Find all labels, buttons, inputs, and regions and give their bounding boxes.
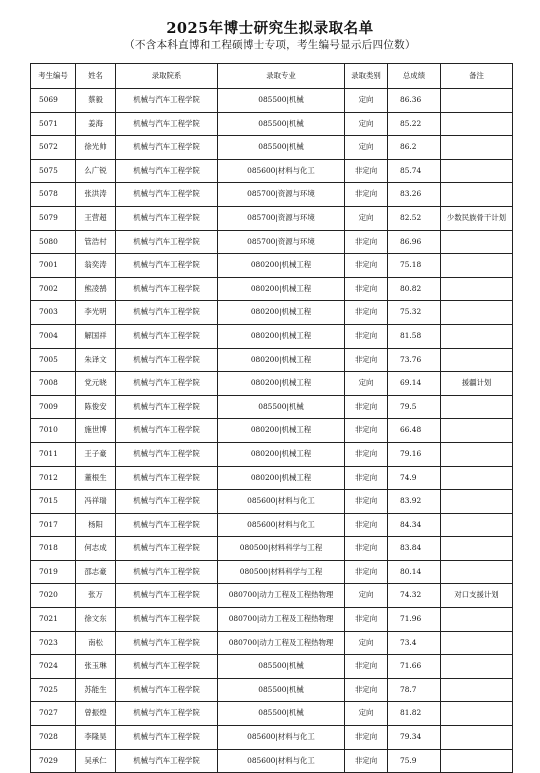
cell-remark <box>441 324 513 348</box>
cell-college: 机械与汽车工程学院 <box>116 254 218 278</box>
cell-major: 080200|机械工程 <box>218 277 345 301</box>
cell-remark <box>441 513 513 537</box>
cell-category: 定向 <box>345 372 388 396</box>
table-row <box>31 372 513 396</box>
cell-score: 81.82 <box>388 702 441 726</box>
cell-candidate-id: 7028 <box>31 726 76 750</box>
cell-candidate-id: 7012 <box>31 466 76 490</box>
cell-score: 85.22 <box>388 112 441 136</box>
cell-category: 定向 <box>345 89 388 113</box>
table-body <box>31 89 513 773</box>
cell-remark: 少数民族骨干计划 <box>441 206 513 230</box>
cell-candidate-id: 7004 <box>31 324 76 348</box>
cell-name: 管浩村 <box>76 230 116 254</box>
cell-major: 080700|动力工程及工程热物理 <box>218 584 345 608</box>
cell-college: 机械与汽车工程学院 <box>116 112 218 136</box>
cell-score: 74.32 <box>388 584 441 608</box>
table-row <box>31 442 513 466</box>
cell-category: 非定向 <box>345 726 388 750</box>
cell-name: 杨阳 <box>76 513 116 537</box>
cell-name: 施世博 <box>76 419 116 443</box>
cell-major: 085600|材料与化工 <box>218 490 345 514</box>
cell-candidate-id: 7008 <box>31 372 76 396</box>
cell-category: 定向 <box>345 702 388 726</box>
cell-score: 73.4 <box>388 631 441 655</box>
cell-candidate-id: 7011 <box>31 442 76 466</box>
cell-college: 机械与汽车工程学院 <box>116 372 218 396</box>
cell-score: 82.52 <box>388 206 441 230</box>
cell-name: 苏能生 <box>76 678 116 702</box>
cell-remark <box>441 419 513 443</box>
cell-score: 79.16 <box>388 442 441 466</box>
cell-category: 非定向 <box>345 655 388 679</box>
cell-major: 085700|资源与环境 <box>218 183 345 207</box>
cell-major: 085600|材料与化工 <box>218 749 345 773</box>
cell-major: 085500|机械 <box>218 655 345 679</box>
cell-remark: 对口支援计划 <box>441 584 513 608</box>
cell-remark <box>441 254 513 278</box>
cell-name: 徐光帅 <box>76 136 116 160</box>
cell-category: 非定向 <box>345 608 388 632</box>
cell-candidate-id: 7015 <box>31 490 76 514</box>
cell-category: 非定向 <box>345 348 388 372</box>
cell-major: 080200|机械工程 <box>218 466 345 490</box>
page-title: 2025年博士研究生拟录取名单 <box>166 20 374 37</box>
table-row <box>31 560 513 584</box>
table-header-row <box>31 64 513 89</box>
cell-major: 080700|动力工程及工程热物理 <box>218 608 345 632</box>
cell-major: 085500|机械 <box>218 89 345 113</box>
cell-major: 085500|机械 <box>218 112 345 136</box>
table-row <box>31 112 513 136</box>
cell-score: 83.84 <box>388 537 441 561</box>
table-row <box>31 726 513 750</box>
cell-category: 非定向 <box>345 513 388 537</box>
cell-score: 75.9 <box>388 749 441 773</box>
cell-college: 机械与汽车工程学院 <box>116 324 218 348</box>
cell-score: 85.74 <box>388 159 441 183</box>
cell-candidate-id: 7027 <box>31 702 76 726</box>
cell-college: 机械与汽车工程学院 <box>116 678 218 702</box>
cell-category: 非定向 <box>345 277 388 301</box>
cell-category: 非定向 <box>345 324 388 348</box>
header-name: 姓名 <box>76 64 116 89</box>
table-row <box>31 89 513 113</box>
header-major: 录取专业 <box>218 64 345 89</box>
cell-college: 机械与汽车工程学院 <box>116 513 218 537</box>
cell-remark <box>441 395 513 419</box>
cell-college: 机械与汽车工程学院 <box>116 348 218 372</box>
cell-remark <box>441 230 513 254</box>
table-row <box>31 254 513 278</box>
cell-major: 085500|机械 <box>218 702 345 726</box>
cell-candidate-id: 7020 <box>31 584 76 608</box>
cell-name: 冯祥瑞 <box>76 490 116 514</box>
cell-major: 080500|材料科学与工程 <box>218 560 345 584</box>
cell-score: 86.2 <box>388 136 441 160</box>
cell-candidate-id: 7029 <box>31 749 76 773</box>
cell-score: 86.96 <box>388 230 441 254</box>
cell-major: 080200|机械工程 <box>218 372 345 396</box>
table-row <box>31 324 513 348</box>
cell-category: 定向 <box>345 112 388 136</box>
cell-name: 邵志豪 <box>76 560 116 584</box>
cell-remark: 援疆计划 <box>441 372 513 396</box>
cell-remark <box>441 136 513 160</box>
cell-score: 84.34 <box>388 513 441 537</box>
cell-college: 机械与汽车工程学院 <box>116 442 218 466</box>
cell-candidate-id: 7010 <box>31 419 76 443</box>
cell-college: 机械与汽车工程学院 <box>116 159 218 183</box>
cell-candidate-id: 7017 <box>31 513 76 537</box>
cell-remark <box>441 490 513 514</box>
cell-college: 机械与汽车工程学院 <box>116 466 218 490</box>
cell-name: 张洪涛 <box>76 183 116 207</box>
cell-college: 机械与汽车工程学院 <box>116 702 218 726</box>
header-remark: 备注 <box>441 64 513 89</box>
cell-major: 080200|机械工程 <box>218 324 345 348</box>
cell-candidate-id: 5079 <box>31 206 76 230</box>
cell-name: 熊凌鹄 <box>76 277 116 301</box>
cell-college: 机械与汽车工程学院 <box>116 230 218 254</box>
table-row <box>31 513 513 537</box>
cell-major: 085600|材料与化工 <box>218 513 345 537</box>
table-row <box>31 159 513 183</box>
cell-category: 非定向 <box>345 490 388 514</box>
cell-score: 74.9 <box>388 466 441 490</box>
cell-name: 张万 <box>76 584 116 608</box>
cell-college: 机械与汽车工程学院 <box>116 183 218 207</box>
table-row <box>31 206 513 230</box>
cell-category: 非定向 <box>345 183 388 207</box>
cell-candidate-id: 7009 <box>31 395 76 419</box>
table-row <box>31 608 513 632</box>
cell-remark <box>441 631 513 655</box>
cell-candidate-id: 7001 <box>31 254 76 278</box>
cell-name: 么广锐 <box>76 159 116 183</box>
cell-name: 董根生 <box>76 466 116 490</box>
cell-college: 机械与汽车工程学院 <box>116 631 218 655</box>
cell-major: 080200|机械工程 <box>218 442 345 466</box>
cell-category: 非定向 <box>345 560 388 584</box>
cell-name: 王子豪 <box>76 442 116 466</box>
cell-remark <box>441 277 513 301</box>
cell-college: 机械与汽车工程学院 <box>116 419 218 443</box>
cell-name: 何志成 <box>76 537 116 561</box>
cell-name: 姜海 <box>76 112 116 136</box>
cell-college: 机械与汽车工程学院 <box>116 584 218 608</box>
cell-major: 085500|机械 <box>218 678 345 702</box>
cell-score: 81.58 <box>388 324 441 348</box>
table-row <box>31 749 513 773</box>
header-id: 考生编号 <box>31 64 76 89</box>
cell-name: 翁奕涛 <box>76 254 116 278</box>
cell-major: 080500|材料科学与工程 <box>218 537 345 561</box>
cell-college: 机械与汽车工程学院 <box>116 726 218 750</box>
cell-candidate-id: 7005 <box>31 348 76 372</box>
header-college: 录取院系 <box>116 64 218 89</box>
cell-candidate-id: 5072 <box>31 136 76 160</box>
cell-remark <box>441 749 513 773</box>
cell-college: 机械与汽车工程学院 <box>116 490 218 514</box>
cell-candidate-id: 7025 <box>31 678 76 702</box>
cell-remark <box>441 702 513 726</box>
cell-remark <box>441 655 513 679</box>
header-category: 录取类别 <box>345 64 388 89</box>
cell-college: 机械与汽车工程学院 <box>116 395 218 419</box>
cell-name: 李隆昊 <box>76 726 116 750</box>
cell-candidate-id: 7021 <box>31 608 76 632</box>
cell-candidate-id: 5071 <box>31 112 76 136</box>
cell-remark <box>441 442 513 466</box>
header-score: 总成绩 <box>388 64 441 89</box>
cell-candidate-id: 5075 <box>31 159 76 183</box>
table-row <box>31 678 513 702</box>
cell-category: 非定向 <box>345 537 388 561</box>
cell-major: 080200|机械工程 <box>218 254 345 278</box>
cell-category: 定向 <box>345 584 388 608</box>
cell-candidate-id: 7019 <box>31 560 76 584</box>
cell-candidate-id: 7023 <box>31 631 76 655</box>
cell-score: 71.66 <box>388 655 441 679</box>
cell-name: 解国祥 <box>76 324 116 348</box>
cell-remark <box>441 608 513 632</box>
cell-score: 71.96 <box>388 608 441 632</box>
cell-candidate-id: 5080 <box>31 230 76 254</box>
cell-category: 非定向 <box>345 466 388 490</box>
cell-category: 非定向 <box>345 230 388 254</box>
cell-college: 机械与汽车工程学院 <box>116 655 218 679</box>
cell-candidate-id: 7024 <box>31 655 76 679</box>
table-row <box>31 230 513 254</box>
cell-category: 定向 <box>345 631 388 655</box>
cell-score: 79.5 <box>388 395 441 419</box>
table-row <box>31 655 513 679</box>
cell-candidate-id: 7003 <box>31 301 76 325</box>
cell-major: 080200|机械工程 <box>218 301 345 325</box>
cell-score: 79.34 <box>388 726 441 750</box>
cell-score: 86.36 <box>388 89 441 113</box>
cell-major: 085700|资源与环境 <box>218 206 345 230</box>
cell-remark <box>441 89 513 113</box>
cell-major: 085600|材料与化工 <box>218 159 345 183</box>
cell-major: 085500|机械 <box>218 136 345 160</box>
cell-remark <box>441 348 513 372</box>
cell-remark <box>441 183 513 207</box>
cell-name: 李光明 <box>76 301 116 325</box>
cell-category: 非定向 <box>345 254 388 278</box>
cell-name: 曾振煌 <box>76 702 116 726</box>
cell-major: 085700|资源与环境 <box>218 230 345 254</box>
cell-college: 机械与汽车工程学院 <box>116 749 218 773</box>
cell-category: 定向 <box>345 136 388 160</box>
table-row <box>31 702 513 726</box>
cell-category: 非定向 <box>345 159 388 183</box>
admission-table <box>30 63 513 773</box>
cell-name: 徐文东 <box>76 608 116 632</box>
cell-remark <box>441 112 513 136</box>
cell-candidate-id: 7002 <box>31 277 76 301</box>
cell-score: 78.7 <box>388 678 441 702</box>
cell-score: 80.82 <box>388 277 441 301</box>
cell-college: 机械与汽车工程学院 <box>116 537 218 561</box>
table-row <box>31 584 513 608</box>
cell-candidate-id: 7018 <box>31 537 76 561</box>
cell-college: 机械与汽车工程学院 <box>116 608 218 632</box>
table-row <box>31 537 513 561</box>
cell-remark <box>441 726 513 750</box>
cell-major: 085600|材料与化工 <box>218 726 345 750</box>
cell-category: 非定向 <box>345 442 388 466</box>
cell-name: 南松 <box>76 631 116 655</box>
cell-college: 机械与汽车工程学院 <box>116 560 218 584</box>
cell-college: 机械与汽车工程学院 <box>116 301 218 325</box>
cell-major: 080700|动力工程及工程热物理 <box>218 631 345 655</box>
cell-category: 非定向 <box>345 749 388 773</box>
cell-score: 73.76 <box>388 348 441 372</box>
cell-candidate-id: 5078 <box>31 183 76 207</box>
cell-score: 75.32 <box>388 301 441 325</box>
cell-name: 王营超 <box>76 206 116 230</box>
cell-name: 蔡毅 <box>76 89 116 113</box>
cell-name: 陈俊安 <box>76 395 116 419</box>
cell-score: 75.18 <box>388 254 441 278</box>
table-row <box>31 183 513 207</box>
cell-remark <box>441 678 513 702</box>
table-row <box>31 136 513 160</box>
table-row <box>31 301 513 325</box>
cell-score: 83.92 <box>388 490 441 514</box>
cell-name: 张玉琳 <box>76 655 116 679</box>
cell-name: 党元晓 <box>76 372 116 396</box>
table-row <box>31 395 513 419</box>
cell-major: 085500|机械 <box>218 395 345 419</box>
table-row <box>31 466 513 490</box>
cell-college: 机械与汽车工程学院 <box>116 277 218 301</box>
table-row <box>31 348 513 372</box>
cell-college: 机械与汽车工程学院 <box>116 89 218 113</box>
cell-college: 机械与汽车工程学院 <box>116 136 218 160</box>
cell-category: 非定向 <box>345 419 388 443</box>
cell-score: 69.14 <box>388 372 441 396</box>
cell-score: 83.26 <box>388 183 441 207</box>
cell-category: 非定向 <box>345 395 388 419</box>
cell-score: 80.14 <box>388 560 441 584</box>
cell-major: 080200|机械工程 <box>218 348 345 372</box>
cell-category: 非定向 <box>345 301 388 325</box>
table-row <box>31 631 513 655</box>
cell-score: 66.48 <box>388 419 441 443</box>
cell-remark <box>441 159 513 183</box>
cell-college: 机械与汽车工程学院 <box>116 206 218 230</box>
cell-remark <box>441 560 513 584</box>
page-subtitle: （不含本科直博和工程硕博士专项，考生编号显示后四位数） <box>124 39 416 51</box>
cell-category: 定向 <box>345 206 388 230</box>
cell-candidate-id: 5069 <box>31 89 76 113</box>
cell-major: 080200|机械工程 <box>218 419 345 443</box>
table-row <box>31 490 513 514</box>
cell-name: 朱译文 <box>76 348 116 372</box>
cell-remark <box>441 301 513 325</box>
table-row <box>31 419 513 443</box>
cell-remark <box>441 466 513 490</box>
cell-category: 非定向 <box>345 678 388 702</box>
table-row <box>31 277 513 301</box>
cell-name: 吴承仁 <box>76 749 116 773</box>
cell-remark <box>441 537 513 561</box>
